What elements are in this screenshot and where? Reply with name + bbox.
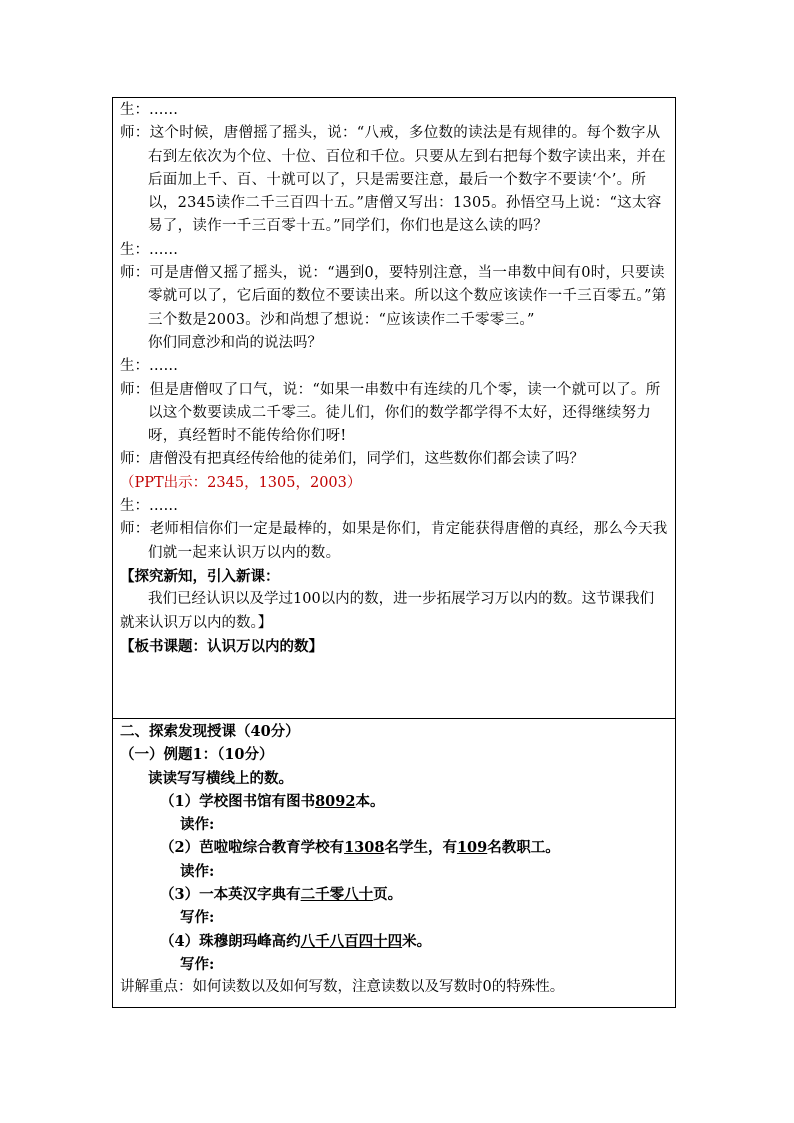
key-point: 讲解重点：如何读数以及如何写数，注意读数以及写数时0的特殊性。: [120, 979, 565, 996]
read-label-1: 读作:: [180, 816, 215, 834]
question-line: 你们同意沙和尚的说法吗？: [148, 334, 322, 351]
q3-post: 页。: [373, 886, 403, 904]
question-3: [120, 883, 668, 906]
student-line-4: 生：……: [120, 498, 178, 515]
example-title: （一）例题1：（10分）: [120, 746, 274, 764]
teacher-line-4: 师：唐僧没有把真经传给他的徒弟们，同学们，这些数你们都会读了吗？: [120, 451, 584, 468]
write-label-1: 写作:: [180, 909, 215, 927]
teacher-line-3: 师：但是唐僧叹了口气，说：“如果一串数中有连续的几个零，读一个就可以了。所以这个数要读成二千零三。徒儿们，你们的数学都学得不太好，还得继续努力呀，真经暂时不能传给你们呀!: [120, 381, 661, 445]
read-label-2: 读作:: [180, 862, 215, 880]
explore-heading: 【探究新知，引入新课：: [120, 567, 280, 585]
student-line-1: 生：……: [120, 102, 178, 118]
teacher-line-5: 师：老师相信你们一定是最棒的，如果是你们，肯定能获得唐僧的真经，那么今天我们就一起来认识万以内的数。: [120, 521, 668, 561]
q1-pre: （1）学校图书馆有图书: [160, 792, 316, 810]
q2-pre: （2）芭啦啦综合教育学校有: [160, 839, 345, 857]
q4-post: 米。: [402, 932, 432, 950]
q1-number: 8092: [315, 792, 356, 810]
q2-mid: 名学生，有: [384, 839, 457, 857]
question-1: [120, 790, 668, 813]
q3-pre: （3）一本英汉字典有: [160, 886, 301, 904]
q2-number-2: 109: [456, 839, 488, 857]
question-4: [120, 930, 668, 953]
explore-text: 我们已经认识以及学过100以内的数，进一步拓展学习万以内的数。这节课我们就来认识万以内的数。】: [120, 591, 655, 631]
q4-number: 八千八百四十四: [300, 932, 403, 950]
write-label-2: 写作:: [180, 955, 215, 973]
exercise-cell: [112, 719, 676, 1008]
section-heading: 二、探索发现授课（40分）: [120, 723, 300, 740]
instruction: 读读写写横线上的数。: [148, 769, 293, 787]
student-line-2: 生：……: [120, 241, 178, 258]
q3-number: 二千零八十: [300, 886, 374, 904]
q4-pre: （4）珠穆朗玛峰高约: [160, 932, 301, 950]
question-2: [120, 836, 668, 859]
q2-number-1: 1308: [344, 839, 385, 857]
q2-post: 名教职工。: [487, 839, 560, 857]
lesson-table: [112, 97, 676, 1008]
ppt-note: （PPT出示：2345，1305，2003）: [120, 474, 362, 491]
dialogue-cell: [112, 97, 676, 719]
board-title: 【板书课题：认识万以内的数】: [120, 637, 323, 655]
teacher-line-1: 师：这个时候，唐僧摇了摇头，说：“八戒，多位数的读法是有规律的。每个数字从右到左依次为个位、十位、百位和千位。只要从左到右把每个数字读出来，并在后面加上千、百、十就可以了，只是需要注意，最后一个数字不要读‘个’。所以，2345读作二千三百四十五。”唐僧又写出：1305。孙悟空马上说：“这太容易了，读作一千三百零十五。”同学们，你们也是这么读的吗？: [120, 125, 666, 235]
teacher-line-2: 师：可是唐僧又摇了摇头，说：“遇到0，要特别注意，当一串数中间有0时，只要读零就可以了，它后面的数位不要读出来。所以这个数应该读作一千三百零五。”第三个数是2003。沙和尚想了想说：“应该读作二千零零三。”: [120, 265, 667, 328]
q1-post: 本。: [355, 792, 385, 810]
student-line-3: 生：……: [120, 358, 178, 375]
